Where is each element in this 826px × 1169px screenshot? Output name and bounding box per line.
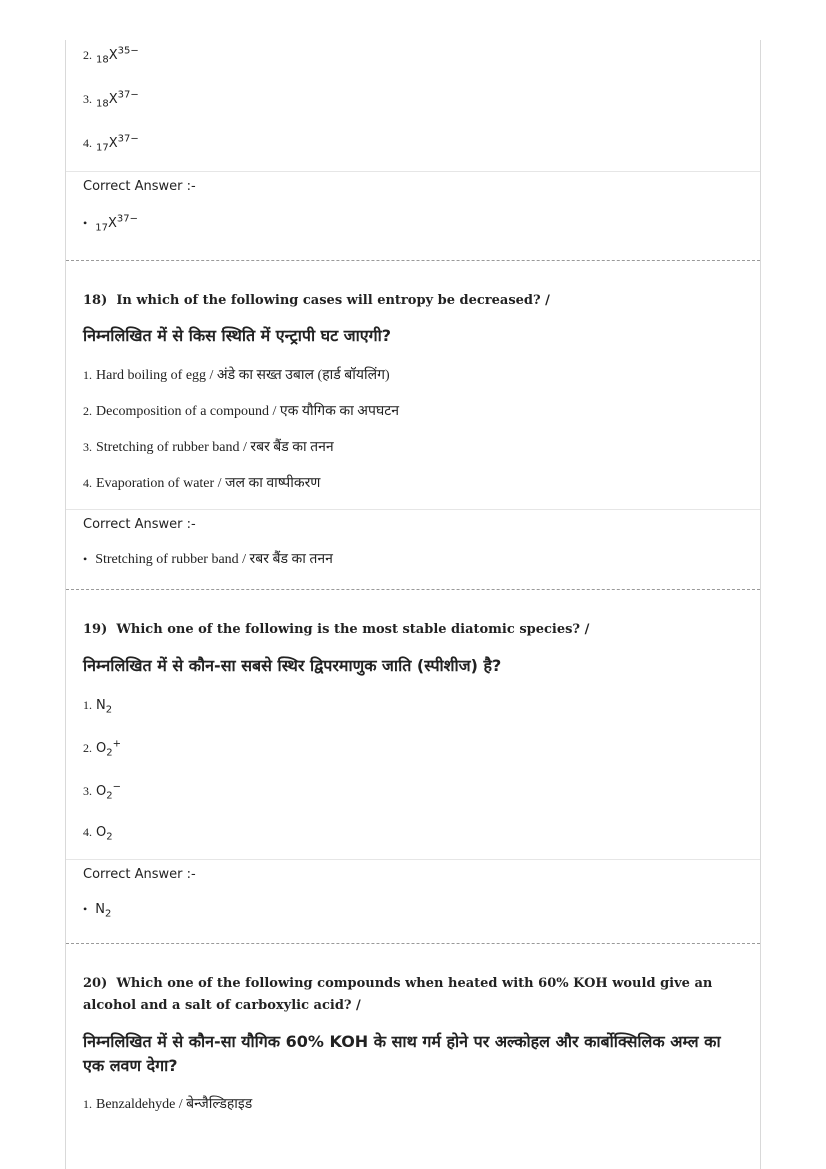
- question-18-text: 18) In which of the following cases will entropy be decreased? /: [83, 293, 550, 308]
- correct-answer-label: Correct Answer :-: [83, 179, 196, 194]
- correct-answer: • $N_2$: [83, 902, 112, 920]
- question-separator: [66, 260, 760, 261]
- divider: [66, 171, 760, 172]
- option-3: 3. $_{18}X^{37-}$: [83, 90, 139, 110]
- question-20-text: 20) Which one of the following compounds when heated with 60% KOH would give an alcohol and a salt of carboxylic acid? /: [83, 976, 713, 1013]
- divider: [66, 509, 760, 510]
- option-3: 3. Stretching of rubber band / रबर बैंड का तनन: [83, 440, 334, 455]
- option-4: 4. Evaporation of water / जल का वाष्पीकरण: [83, 476, 321, 491]
- correct-answer-label: Correct Answer :-: [83, 867, 196, 882]
- correct-answer-label: Correct Answer :-: [83, 517, 196, 532]
- document-page: [65, 40, 761, 1169]
- option-1: 1. Benzaldehyde / बेन्जैल्डिहाइड: [83, 1097, 253, 1112]
- question-18-hindi: निम्नलिखित में से किस स्थिति में एन्ट्रापी घट जाएगी?: [83, 326, 392, 345]
- question-separator: [66, 589, 760, 590]
- option-4: 4. $_{17}X^{37-}$: [83, 134, 139, 154]
- option-4: 4. $O_2$: [83, 825, 113, 843]
- option-3: 3. $O_2^-$: [83, 782, 121, 802]
- option-1: 1. Hard boiling of egg / अंडे का सख्त उबाल (हार्ड बॉयलिंग): [83, 368, 390, 383]
- option-2: 2. $O_2^+$: [83, 739, 121, 759]
- option-2: 2. $_{18}X^{35-}$: [83, 46, 139, 66]
- option-2: 2. Decomposition of a compound / एक यौगिक का अपघटन: [83, 404, 400, 419]
- correct-answer: • $_{17}X^{37-}$: [83, 214, 138, 234]
- correct-answer: • Stretching of rubber band / रबर बैंड का तनन: [83, 552, 333, 567]
- question-19-hindi: निम्नलिखित में से कौन-सा सबसे स्थिर द्विपरमाणुक जाति (स्पीशीज) है?: [83, 656, 502, 675]
- question-19-text: 19) Which one of the following is the most stable diatomic species? /: [83, 622, 590, 637]
- question-separator: [66, 943, 760, 944]
- question-20-hindi: निम्नलिखित में से कौन-सा यौगिक 60% KOH के साथ गर्म होने पर अल्कोहल और कार्बोक्सिलिक अम्ल का एक लवण देगा?: [83, 1032, 721, 1075]
- divider: [66, 859, 760, 860]
- option-1: 1. $N_2$: [83, 698, 113, 716]
